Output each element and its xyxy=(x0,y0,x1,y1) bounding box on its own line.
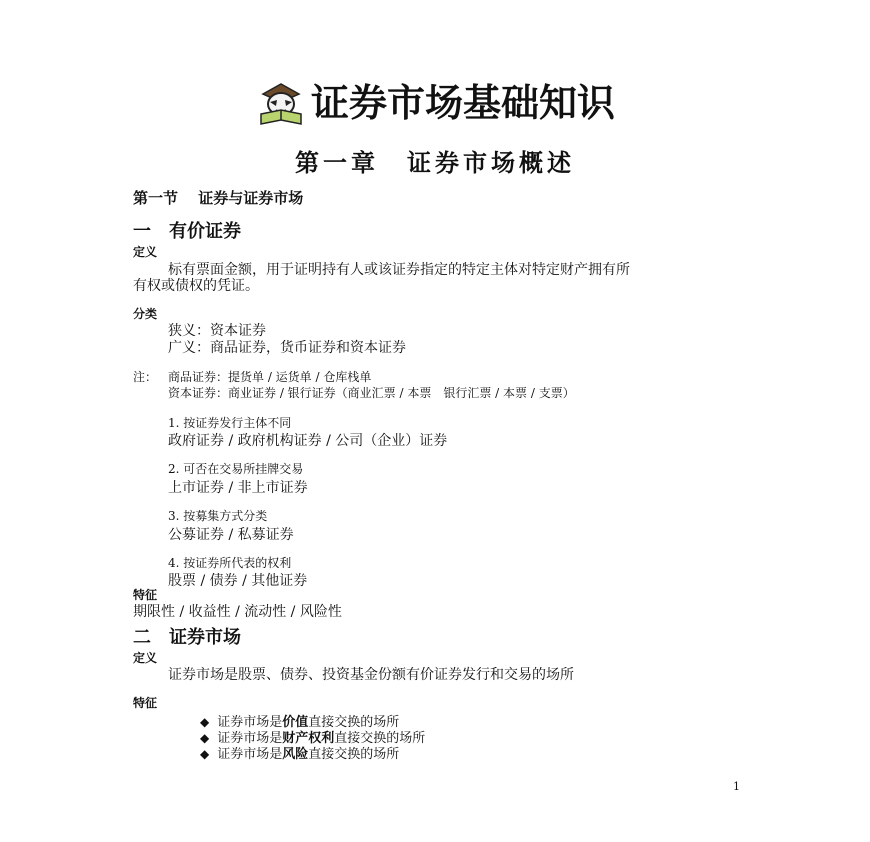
part2-feature-label: 特征 xyxy=(133,696,158,710)
category4-title: 4. 按证券所代表的权利 xyxy=(168,556,292,570)
feature-bullet: ◆ 证券市场是风险直接交换的场所 xyxy=(200,747,400,762)
mascot-reading-icon xyxy=(255,80,307,126)
part2-heading: 二 证券市场 xyxy=(133,627,241,648)
note-prefix: 注： xyxy=(133,370,158,384)
feature-bullet: ◆ 证券市场是价值直接交换的场所 xyxy=(200,715,400,730)
diamond-bullet-icon: ◆ xyxy=(200,747,210,761)
part1-feature-label: 特征 xyxy=(133,588,158,602)
part2-def-label: 定义 xyxy=(133,651,158,665)
part1-class-label: 分类 xyxy=(133,307,158,321)
page-number: 1 xyxy=(733,780,740,793)
broad-definition: 广义：商品证券，货币证券和资本证券 xyxy=(168,340,406,356)
chapter-heading: 第一章 证券市场概述 xyxy=(295,148,575,177)
category3-items: 公募证券 / 私募证券 xyxy=(168,527,294,543)
part2-def-text: 证券市场是股票、债券、投资基金份额有价证券发行和交易的场所 xyxy=(168,667,574,683)
part1-feature-items: 期限性 / 收益性 / 流动性 / 风险性 xyxy=(133,604,342,620)
diamond-bullet-icon: ◆ xyxy=(200,731,210,745)
part1-def-label: 定义 xyxy=(133,245,158,259)
note-line2: 资本证券：商业证券 / 银行证券（商业汇票 / 本票 银行汇票 / 本票 / 支票） xyxy=(168,386,575,400)
section-heading: 第一节 证券与证券市场 xyxy=(133,189,304,207)
diamond-bullet-icon: ◆ xyxy=(200,715,210,729)
category1-items: 政府证券 / 政府机构证券 / 公司（企业）证券 xyxy=(168,433,448,449)
category2-title: 2. 可否在交易所挂牌交易 xyxy=(168,462,304,476)
feature-bullet: ◆ 证券市场是财产权利直接交换的场所 xyxy=(200,731,426,746)
note-line1: 商品证券：提货单 / 运货单 / 仓库栈单 xyxy=(168,370,372,384)
category2-items: 上市证券 / 非上市证券 xyxy=(168,480,308,496)
category1-title: 1. 按证券发行主体不同 xyxy=(168,416,292,430)
title-text: 证券市场基础知识 xyxy=(310,80,615,125)
part1-def-line2: 有权或债权的凭证。 xyxy=(133,278,259,294)
category3-title: 3. 按募集方式分类 xyxy=(168,509,268,523)
part1-heading: 一 有价证券 xyxy=(133,221,241,242)
part1-def-line1: 标有票面金额，用于证明持有人或该证券指定的特定主体对特定财产拥有所 xyxy=(168,262,630,278)
narrow-definition: 狭义：资本证券 xyxy=(168,323,266,339)
category4-items: 股票 / 债券 / 其他证券 xyxy=(168,573,308,589)
document-title xyxy=(0,80,870,126)
